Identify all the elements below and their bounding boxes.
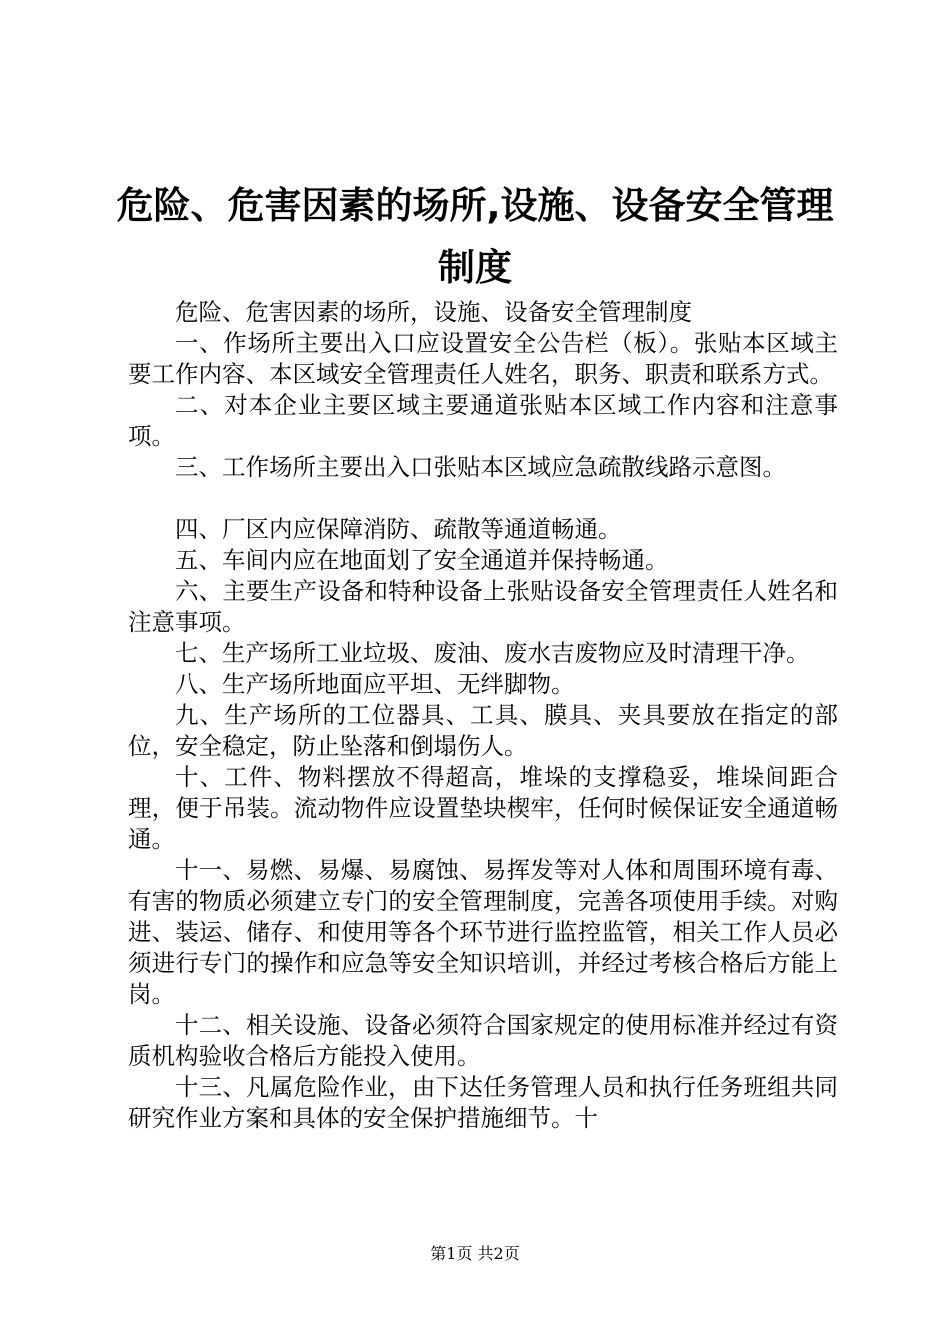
- paragraph-7: 七、生产场所工业垃圾、废油、废水吉废物应及时清理干净。: [175, 639, 810, 667]
- paragraph-9: 九、生产场所的工位器具、工具、膜具、夹具要放在指定的部位，安全稳定，防止坠落和倒塌伤人。: [128, 701, 838, 760]
- paragraph-12: 十二、相关设施、设备必须符合国家规定的使用标准并经过有资质机构验收合格后方能投入使用。: [128, 1011, 838, 1070]
- paragraph-11: 十一、易燃、易爆、易腐蚀、易挥发等对人体和周围环境有毒、有害的物质必须建立专门的安全管理制度，完善各项使用手续。对购进、装运、储存、和使用等各个环节进行监控监管，相关工作人员必须进行专门的操作和应急等安全知识培训，并经过考核合格后方能上岗。: [128, 856, 838, 1008]
- paragraph-10: 十、工件、物料摆放不得超高，堆垛的支撑稳妥，堆垛间距合理，便于吊装。流动物件应设置垫块楔牢，任何时候保证安全通道畅通。: [128, 763, 838, 853]
- paragraph-4: 四、厂区内应保障消防、疏散等通道畅通。: [175, 515, 622, 543]
- paragraph-5: 五、车间内应在地面划了安全通道并保持畅通。: [175, 546, 669, 574]
- page-footer: 第1页 共2页: [430, 1244, 520, 1263]
- paragraph-13: 十三、凡属危险作业，由下达任务管理人员和执行任务班组共同研究作业方案和具体的安全保护措施细节。十: [128, 1073, 838, 1132]
- document-title-line-2: 制度: [438, 246, 512, 289]
- document-title-line-1: 危险、危害因素的场所,设施、设备安全管理: [116, 184, 834, 227]
- paragraph-6: 六、主要生产设备和特种设备上张贴设备安全管理责任人姓名和注意事项。: [128, 577, 838, 636]
- document-subtitle: 危险、危害因素的场所，设施、设备安全管理制度: [175, 298, 692, 326]
- document-body: [128, 297, 838, 1134]
- paragraph-spacer: [128, 483, 838, 514]
- paragraph-1: 一、作场所主要出入口应设置安全公告栏（板）。张贴本区域主要工作内容、本区域安全管理责任人姓名，职务、职责和联系方式。: [128, 329, 838, 388]
- paragraph-3: 三、工作场所主要出入口张贴本区域应急疏散线路示意图。: [175, 453, 786, 481]
- paragraph-8: 八、生产场所地面应平坦、无绊脚物。: [175, 670, 575, 698]
- paragraph-2: 二、对本企业主要区域主要通道张贴本区域工作内容和注意事项。: [128, 391, 838, 450]
